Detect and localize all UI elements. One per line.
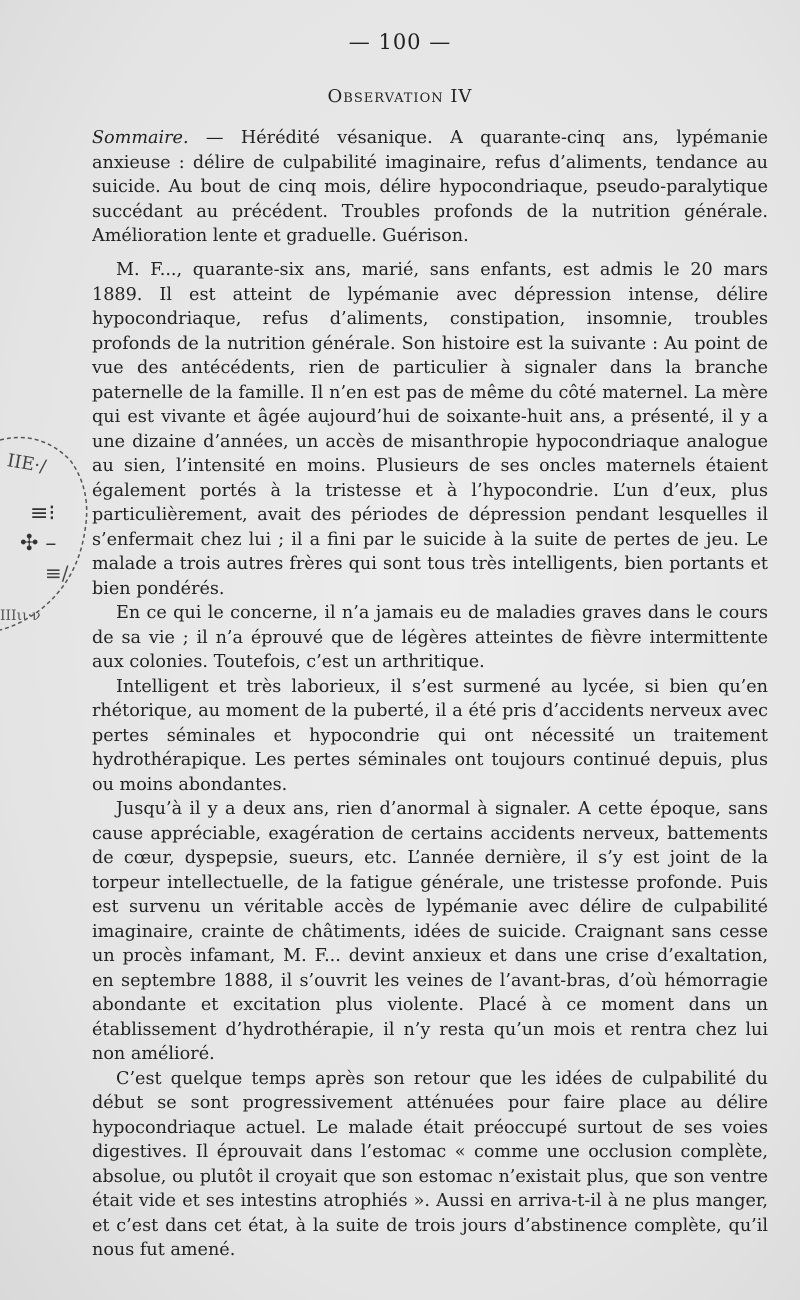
svg-text:ΙΙΙιι·ν: ΙΙΙιι·ν xyxy=(0,608,41,624)
svg-text:ΙΙΕ·/: ΙΙΕ·/ xyxy=(5,450,48,478)
sommaire-text: — Hérédité vésanique. A quarante-cinq ans, lypémanie anxieuse : délire de culpabilité imaginaire, refus d’aliments, tendance au suicide. Au bout de cinq mois, délire hypocondriaque, pseudo-paralytique succédant au précédent. Troubles profonds de la nutrition générale. Amélioration lente et graduelle. Guérison. xyxy=(92,128,768,246)
sommaire-paragraph xyxy=(92,126,768,249)
paragraph: En ce qui le concerne, il n’a jamais eu de maladies graves dans le cours de sa vie ; il n’a éprouvé que de légères atteintes de fièvre intermittente aux colonies. Toutefois, c’est un arthritique. xyxy=(92,603,768,672)
sommaire-label: Sommaire. xyxy=(92,128,189,148)
svg-text:≡/: ≡/ xyxy=(45,561,69,585)
library-stamp-mark xyxy=(0,420,92,640)
paragraph: Intelligent et très laborieux, il s’est surmené au lycée, si bien qu’en rhétorique, au moment de la puberté, il a été pris d’accidents nerveux avec pertes séminales et hypocondrie qui ont nécessité un traitement hydrothérapique. Les pertes séminales ont toujours continué depuis, plus ou moins abondantes. xyxy=(92,676,768,795)
observation-heading: Observation IV xyxy=(327,86,473,107)
svg-text:✣ –: ✣ – xyxy=(20,531,57,556)
paragraph: C’est quelque temps après son retour que les idées de culpabilité du début se sont progressivement atténuées pour faire place au délire hypocondriaque actuel. Le malade était préoccupé surtout de ses voies digestives. Il éprouvait dans l’estomac « comme une occlusion complète, absolue, ou plutôt il croyait que son estomac n’existait plus, que son ventre était vide et ses intestins atrophiés ». Aussi en arriva-t-il à ne plus manger, et c’est dans cet état, à la suite de trois jours d’abstinence complète, qu’il nous fut amené. xyxy=(92,1068,768,1260)
body-text xyxy=(92,258,768,1263)
page-number: — 100 — xyxy=(348,30,452,54)
svg-text:≡⁝: ≡⁝ xyxy=(30,501,56,526)
paragraph: M. F..., quarante-six ans, marié, sans enfants, est admis le 20 mars 1889. Il est atteint de lypémanie avec dépression intense, délire hypocondriaque, refus d’aliments, constipation, insomnie, troubles profonds de la nutrition générale. Son histoire est la suivante : Au point de vue des antécédents, rien de particulier à signaler dans la branche paternelle de la famille. Il n’en est pas de même du côté maternel. La mère qui est vivante et âgée aujourd’hui de soixante-huit ans, a présenté, il y a une dizaine d’années, un accès de misanthropie hypocondriaque analogue au sien, l’intensité en moins. Plusieurs de ses oncles maternels étaient également portés à la tristesse et à l’hypocondrie. L’un d’eux, plus particulièrement, avait des périodes de dépression pendant lesquelles il s’enfermait chez lui ; il a fini par le suicide à la suite de pertes de jeu. Le malade a trois autres frères qui sont tous très intelligents, bien portants et bien pondérés. xyxy=(92,260,768,599)
paragraph: Jusqu’à il y a deux ans, rien d’anormal à signaler. A cette époque, sans cause appréciable, exagération de certains accidents nerveux, battements de cœur, dyspepsie, sueurs, etc. L’année dernière, il s’y est joint de la torpeur intellectuelle, de la fatigue générale, une tristesse profonde. Puis est survenu un véritable accès de lypémanie avec délire de culpabilité imaginaire, crainte de châtiments, idées de suicide. Craignant sans cesse un procès infamant, M. F... devint anxieux et dans une crise d’exaltation, en septembre 1888, il s’ouvrit les veines de l’avant-bras, d’où hémorragie abondante et excitation plus violente. Placé à ce moment dans un établissement d’hydrothérapie, il n’y resta qu’un mois et rentra chez lui non amélioré. xyxy=(92,799,768,1064)
